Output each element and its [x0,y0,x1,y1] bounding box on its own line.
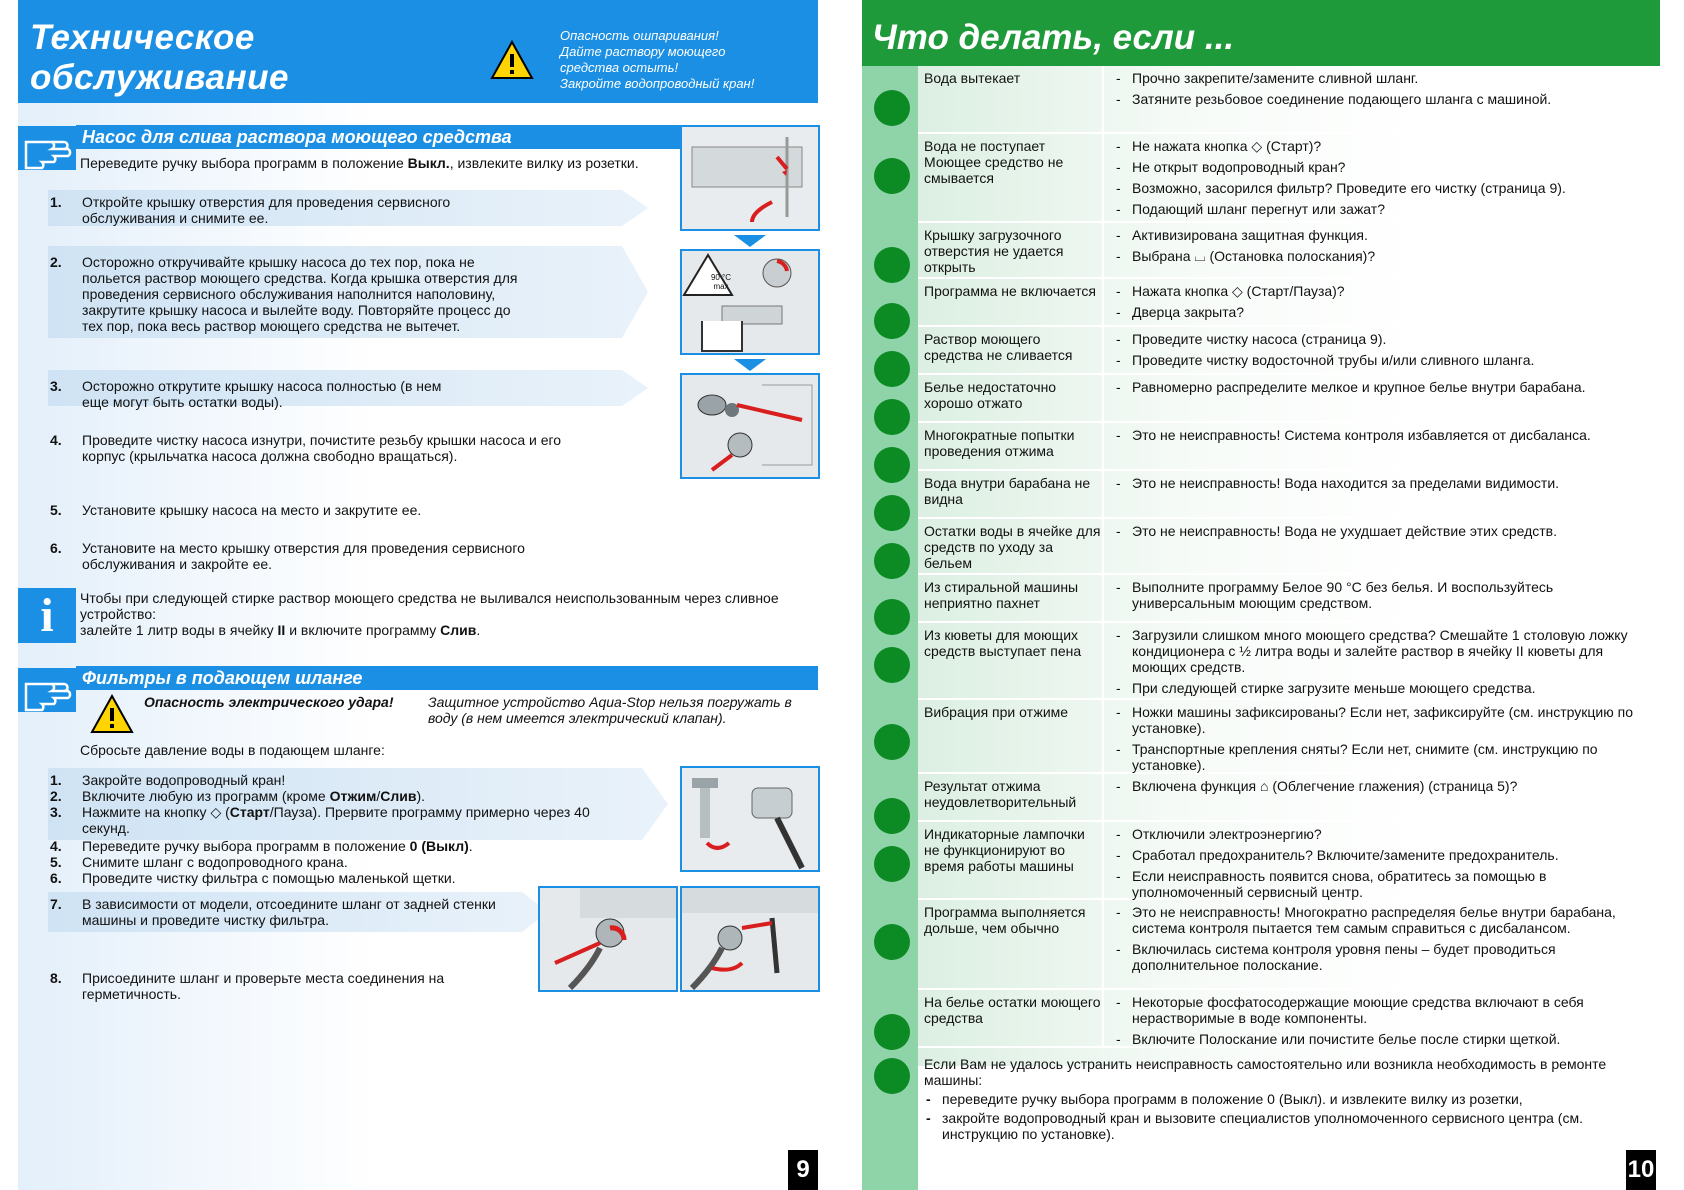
step-number: 6. [50,870,62,886]
column-divider [1102,990,1104,1046]
column-divider [1102,575,1104,621]
faq-answer-item: - Загрузили слишком много моющего средства? Смешайте 1 столовую ложку кондиционера с ½ литра воды и залейте раствор в ячейку II кюветы для моющих средств. [1114,627,1654,675]
faq-question: Вода не поступает Моющее средство не смывается [924,138,1064,186]
faq-answer [1114,904,1654,978]
faq-question: Вода внутри барабана не видна [924,475,1091,507]
step-number: 5. [50,502,62,518]
page-number: 9 [788,1150,818,1190]
faq-answer [1114,579,1654,616]
faq-answer-item: - Не нажата кнопка ◇ (Старт)? [1114,138,1654,154]
filter-step-2: Включите любую из программ (кроме Отжим/Слив). [82,788,426,804]
temperature-label: 90 °C max [710,273,732,291]
faq-question: Вибрация при отжиме [924,704,1069,720]
faq-answer [1114,704,1654,778]
aquastop-note: Защитное устройство Aqua-Stop нельзя погружать в воду (в нем имеется электрический клапан). [428,694,792,726]
status-dot [874,447,910,483]
faq-answer-item: - Если неисправность появится снова, обратитесь за помощью в уполномоченный сервисный центр. [1114,868,1654,900]
column-divider [1102,900,1104,988]
step-number: 2. [50,788,62,804]
status-dot [874,90,910,126]
faq-answer [1114,283,1654,325]
faq-question: Вода вытекает [924,70,1021,86]
final-item: - закройте водопроводный кран и вызовите специалистов уполномоченного сервисного центра (см. инструкцию по установке). [924,1110,1644,1142]
faq-row [918,327,1660,375]
faq-answer-item: - Равномерно распределите мелкое и крупное белье внутри барабана. [1114,379,1654,395]
down-arrow-icon [734,235,766,247]
faq-row [918,900,1660,990]
pump-step-1: Откройте крышку отверстия для проведения сервисного обслуживания и снимите ее. [82,194,451,226]
faq-answer-item: - Включилась система контроля уровня пены – будет проводиться дополнительное полоскание. [1114,941,1654,973]
faq-answer [1114,994,1654,1052]
faq-question: Белье недостаточно хорошо отжато [924,379,1057,411]
burn-warning: Опасность ошпаривания! Дайте раствору моющего средства остыть! Закройте водопроводный кран! [560,28,755,91]
faq-row [918,990,1660,1048]
status-dot [874,647,910,683]
faq-row [918,623,1660,700]
pump-section-heading: Насос для слива раствора моющего средства [76,125,693,149]
pump-intro: Переведите ручку выбора программ в положение Выкл., извлеките вилку из розетки. [80,155,639,171]
faq-question: Программа не включается [924,283,1096,299]
faq-answer-item: - Проведите чистку насоса (страница 9). [1114,331,1654,347]
faq-question: Результат отжима неудовлетворительный [924,778,1077,810]
faq-answer-item: - Это не неисправность! Система контроля избавляется от дисбаланса. [1114,427,1654,443]
reset-pressure-text: Сбросьте давление воды в подающем шланге: [80,742,385,758]
faq-answer [1114,379,1654,400]
status-dot [874,247,910,283]
faq-row [918,700,1660,774]
column-divider [1102,822,1104,898]
service-cover-image [680,125,820,231]
pump-step-6: Установите на место крышку отверстия для проведения сервисного обслуживания и закройте ее. [82,540,525,572]
column-divider [1102,327,1104,373]
hose-detach-image [538,886,678,992]
faq-answer [1114,227,1654,269]
faq-question: Программа выполняется дольше, чем обычно [924,904,1086,936]
faq-answer-item: - Возможно, засорился фильтр? Проведите его чистку (страница 9). [1114,180,1654,196]
faq-answer [1114,331,1654,373]
column-divider [1102,134,1104,221]
right-header [862,0,1660,66]
status-dot [874,798,910,834]
column-divider [1102,66,1104,132]
faq-answer-item: - Включите Полоскание или почистите белье после стирки щеткой. [1114,1031,1654,1047]
faq-answer [1114,826,1654,905]
faq-answer-item: - Транспортные крепления сняты? Если нет, снимите (см. инструкцию по установке). [1114,741,1654,773]
faq-answer-item: - Прочно закрепите/замените сливной шланг. [1114,70,1654,86]
faq-answer-item: - При следующей стирке загрузите меньше моющего средства. [1114,680,1654,696]
filter-clean-image [680,886,820,992]
faq-row [918,519,1660,575]
filter-step-1: Закройте водопроводный кран! [82,772,286,788]
faq-answer-item: - Отключили электроэнергию? [1114,826,1654,842]
pump-step-5: Установите крышку насоса на место и закрутите ее. [82,502,422,518]
filter-step-5: Снимите шланг с водопроводного крана. [82,854,348,870]
column-divider [1102,623,1104,698]
filter-step-4: Переведите ручку выбора программ в положение 0 (Выкл). [82,838,473,854]
faq-answer-item: - Это не неисправность! Вода не ухудшает действие этих средств. [1114,523,1654,539]
faq-question: Из кюветы для моющих средств выступает пена [924,627,1082,659]
warning-icon [490,40,534,80]
faq-row [918,66,1660,134]
faq-answer [1114,70,1654,112]
status-dot [874,543,910,579]
shock-warning: Опасность электрического удара! [144,694,394,710]
pump-remove-image [680,373,820,479]
step-number: 2. [50,254,62,270]
faq-answer-item: - Не открыт водопроводный кран? [1114,159,1654,175]
status-dot [874,724,910,760]
page-title: Что делать, если ... [872,18,1235,57]
faq-row [918,774,1660,822]
faq-row [918,375,1660,423]
faq-answer-item: - Подающий шланг перегнут или зажат? [1114,201,1654,217]
step-number: 6. [50,540,62,556]
status-dot [874,1058,910,1094]
warning-icon [90,694,134,734]
left-header [18,0,818,103]
filter-step-8: Присоедините шланг и проверьте места соединения на герметичность. [82,970,445,1002]
filter-step-3: Нажмите на кнопку ◇ (Старт/Пауза). Прервите программу примерно через 40 секунд. [82,804,590,836]
status-dot [874,303,910,339]
faq-question: Остатки воды в ячейке для средств по уходу за бельем [924,523,1101,571]
step-number: 4. [50,432,62,448]
info-icon: i [18,588,76,643]
column-divider [1102,774,1104,820]
info-text: Чтобы при следующей стирке раствор моющего средства не выливался неиспользованным через сливное устройство: залейте 1 литр воды в ячейку II и включите программу Слив. [80,590,779,638]
status-dot [874,399,910,435]
faq-answer-item: - Выбрана ⌴ (Остановка полоскания)? [1114,248,1654,264]
step-number: 8. [50,970,62,986]
step-number: 3. [50,804,62,820]
status-dot [874,846,910,882]
page-title: Техническое обслуживание [30,18,289,97]
faq-answer [1114,523,1654,544]
column-divider [1102,375,1104,421]
pump-drain-image [680,249,820,355]
pump-step-3: Осторожно открутите крышку насоса полностью (в нем еще могут быть остатки воды). [82,378,442,410]
faq-answer [1114,475,1654,496]
pump-step-4: Проведите чистку насоса изнутри, почистите резьбу крышки насоса и его корпус (крыльчатка насоса должна свободно вращаться). [82,432,562,464]
status-dot [874,599,910,635]
pump-step-2: Осторожно откручивайте крышку насоса до тех пор, пока не польется раствор моющего средства. Когда крышка отверстия для проведения сервисного обслуживания наполнится наполовину, закрутите крышку насоса и вылейте воду. Повторяйте процесс до тех пор, пока весь раствор моющего средства не вытечет. [82,254,518,334]
filter-step-7: В зависимости от модели, отсоедините шланг от задней стенки машины и проведите чистку фильтра. [82,896,496,928]
column-divider [1102,279,1104,325]
step-number: 4. [50,838,62,854]
faq-row [918,471,1660,519]
left-page [18,0,818,1190]
status-dot [874,1014,910,1050]
pointing-hand-icon [18,126,76,170]
page-number: 10 [1626,1150,1656,1190]
faq-answer-item: - Это не неисправность! Многократно распределяя белье внутри барабана, система контроля пытается тем самым справиться с дисбалансом. [1114,904,1654,936]
faq-answer [1114,138,1654,222]
faq-answer-item: - Проведите чистку водосточной трубы и/или сливного шланга. [1114,352,1654,368]
faq-answer-item: - Выполните программу Белое 90 °C без белья. И воспользуйтесь универсальным моющим средством. [1114,579,1654,611]
final-instructions: Если Вам не удалось устранить неисправность самостоятельно или возникла необходимость в ремонте машины: - переведите ручку выбора программ в положение 0 (Выкл). и извлеките вилку из розетки, - закройте водопроводный кран и вызовите специалистов уполномоченного сервисного центра (см. инструкцию по установке). [924,1056,1644,1142]
faq-answer-item: - Затяните резьбовое соединение подающего шланга с машиной. [1114,91,1654,107]
filters-section-heading: Фильтры в подающем шланге [76,666,818,690]
faq-answer [1114,427,1654,448]
faq-question: Крышку загрузочного отверстия не удается открыть [924,227,1064,275]
step-number: 1. [50,772,62,788]
status-dot [874,495,910,531]
step-number: 7. [50,896,62,912]
down-arrow-icon [734,359,766,371]
step-number: 3. [50,378,62,394]
status-dot [874,351,910,387]
faq-answer [1114,778,1654,799]
faq-answer-item: - Ножки машины зафиксированы? Если нет, зафиксируйте (см. инструкцию по установке). [1114,704,1654,736]
tap-filter-image [680,766,820,872]
column-divider [1102,423,1104,469]
status-dot [874,158,910,194]
faq-answer-item: - Сработал предохранитель? Включите/замените предохранитель. [1114,847,1654,863]
faq-question: Многократные попытки проведения отжима [924,427,1075,459]
faq-question: Из стиральной машины неприятно пахнет [924,579,1079,611]
faq-answer-item: - Активизирована защитная функция. [1114,227,1654,243]
faq-answer-item: - Некоторые фосфатосодержащие моющие средства включают в себя нерастворимые в воде компоненты. [1114,994,1654,1026]
faq-answer-item: - Это не неисправность! Вода находится за пределами видимости. [1114,475,1654,491]
column-divider [1102,700,1104,772]
faq-row [918,223,1660,279]
pointing-hand-icon [18,668,76,712]
column-divider [1102,223,1104,277]
status-dot [874,924,910,960]
faq-row [918,279,1660,327]
step-number: 5. [50,854,62,870]
faq-answer [1114,627,1654,701]
faq-answer-item: - Включена функция ⌂ (Облегчение глажения) (страница 5)? [1114,778,1654,794]
faq-answer-item: - Нажата кнопка ◇ (Старт/Пауза)? [1114,283,1654,299]
faq-row [918,575,1660,623]
step-number: 1. [50,194,62,210]
column-divider [1102,471,1104,517]
faq-row [918,134,1660,223]
right-page [862,0,1660,1190]
filter-step-6: Проведите чистку фильтра с помощью маленькой щетки. [82,870,456,886]
faq-answer-item: - Дверца закрыта? [1114,304,1654,320]
faq-question: Раствор моющего средства не сливается [924,331,1073,363]
faq-row [918,822,1660,900]
faq-question: На белье остатки моющего средства [924,994,1101,1026]
column-divider [1102,519,1104,573]
faq-question: Индикаторные лампочки не функционируют во время работы машины [924,826,1085,874]
final-item: - переведите ручку выбора программ в положение 0 (Выкл). и извлеките вилку из розетки, [924,1091,1644,1107]
faq-row [918,423,1660,471]
